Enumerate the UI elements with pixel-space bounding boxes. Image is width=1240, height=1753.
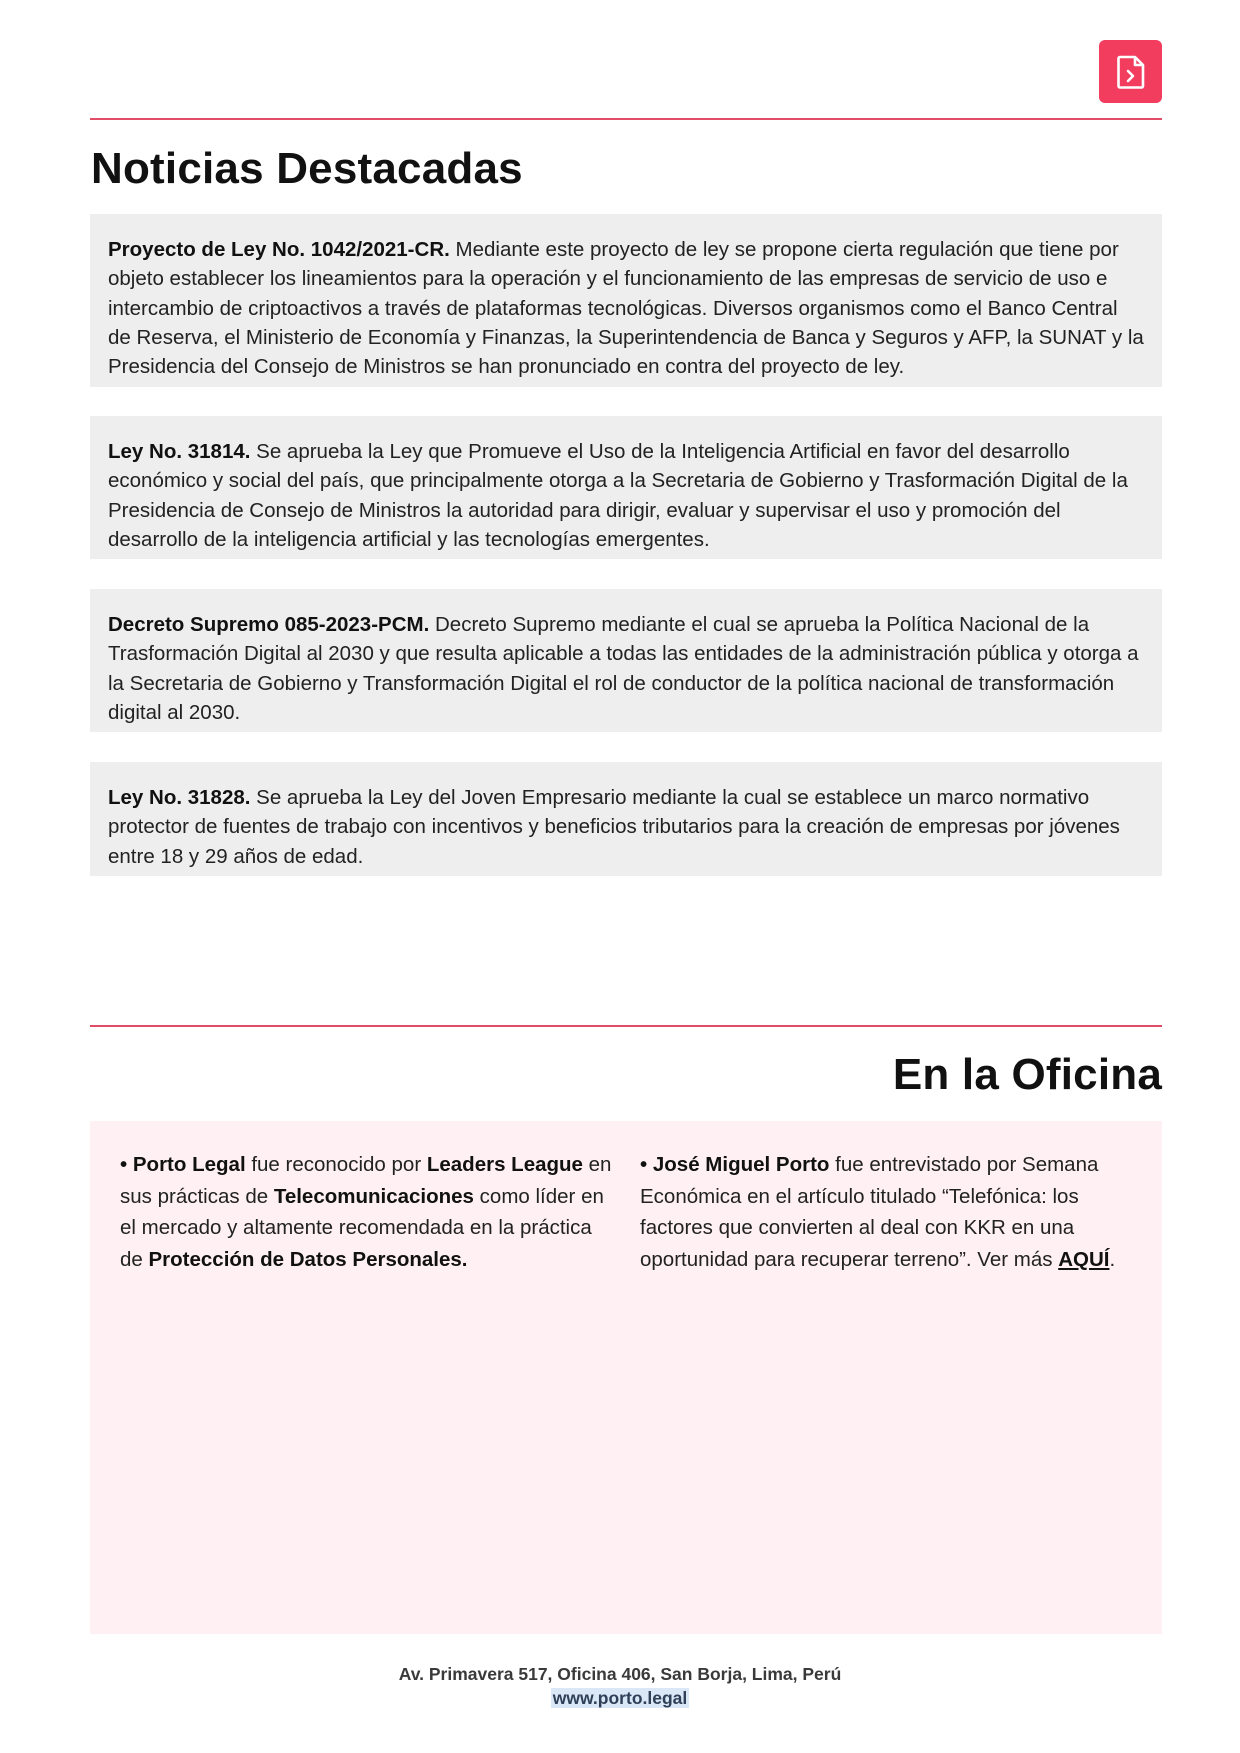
news-item-heading: Ley No. 31828. <box>108 786 251 809</box>
news-item-heading: Decreto Supremo 085-2023-PCM. <box>108 613 430 636</box>
bullet: • <box>120 1153 133 1176</box>
leaders-league: Leaders League <box>426 1153 583 1176</box>
news-item-heading: Proyecto de Ley No. 1042/2021-CR. <box>108 238 450 261</box>
news-item <box>90 214 1162 387</box>
news-item-text: Se aprueba la Ley que Promueve el Uso de la Inteligencia Artificial en favor del desarrollo económico y social del país, que principalmente otorga a la Secretaria de Gobierno y Trasformación Digital de la Presidencia de Consejo de Ministros la autoridad para dirigir, evaluar y supervisar el uso y promoción del desarrollo de la inteligencia artificial y las tecnologías emergentes. <box>108 440 1128 551</box>
news-item-text: Mediante este proyecto de ley se propone cierta regulación que tiene por objeto establecer los lineamientos para la operación y el funcionamiento de las empresas de servicio de uso e intercambio de criptoactivos a través de plataformas tecnológicas. Diversos organismos como el Banco Central de Reserva, el Ministerio de Economía y Finanzas, la Superintendencia de Banca y Seguros y AFP, la SUNAT y la Presidencia del Consejo de Ministros se han pronunciado en contra del proyecto de ley. <box>108 238 1144 379</box>
office-section-title: En la Oficina <box>892 1050 1162 1099</box>
office-item-recognition <box>120 1149 614 1275</box>
bullet: • <box>640 1153 653 1176</box>
office-text: . <box>1109 1247 1116 1271</box>
news-section-title: Noticias Destacadas <box>91 144 523 193</box>
read-more-link[interactable]: AQUÍ <box>1058 1247 1110 1271</box>
office-text: fue reconocido por <box>245 1153 427 1176</box>
file-code-icon[interactable] <box>1099 40 1162 103</box>
news-item <box>90 589 1162 732</box>
office-news-panel <box>90 1121 1162 1634</box>
firm-name: Porto Legal <box>132 1153 246 1176</box>
person-name: José Miguel Porto <box>652 1153 830 1176</box>
news-item-text: Decreto Supremo mediante el cual se aprueba la Política Nacional de la Trasformación Digital al 2030 y que resulta aplicable a todas las entidades de la administración pública y otorga a la Secretaria de Gobierno y Transformación Digital el rol de conductor de la política nacional de transformación digital al 2030. <box>108 613 1139 724</box>
office-text: fue entrevistado por Semana Económica en el artículo titulado “Telefónica: los factores que convierten al deal con KKR en una oportunidad para recuperar terreno”. Ver más <box>640 1153 1099 1271</box>
news-item-heading: Ley No. 31814. <box>108 440 251 463</box>
office-text: en sus prácticas de <box>120 1153 612 1208</box>
website-link[interactable]: www.porto.legal <box>552 1688 688 1708</box>
news-item <box>90 762 1162 876</box>
header-divider <box>90 118 1162 120</box>
section-divider <box>90 1025 1162 1027</box>
practice-telecom: Telecomunicaciones <box>273 1184 474 1208</box>
news-item-text: Se aprueba la Ley del Joven Empresario mediante la cual se establece un marco normativo protector de fuentes de trabajo con incentivos y beneficios tributarios para la creación de empresas por jóvenes entre 18 y 29 años de edad. <box>108 786 1120 868</box>
footer-address: Av. Primavera 517, Oficina 406, San Borja, Lima, Perú <box>398 1664 842 1684</box>
news-item <box>90 416 1162 559</box>
practice-data-protection: Protección de Datos Personales. <box>148 1247 468 1271</box>
footer-website[interactable] <box>0 1688 1240 1709</box>
office-text: como líder en el mercado y altamente recomendada en la práctica de <box>120 1184 604 1271</box>
office-item-interview <box>640 1149 1134 1275</box>
